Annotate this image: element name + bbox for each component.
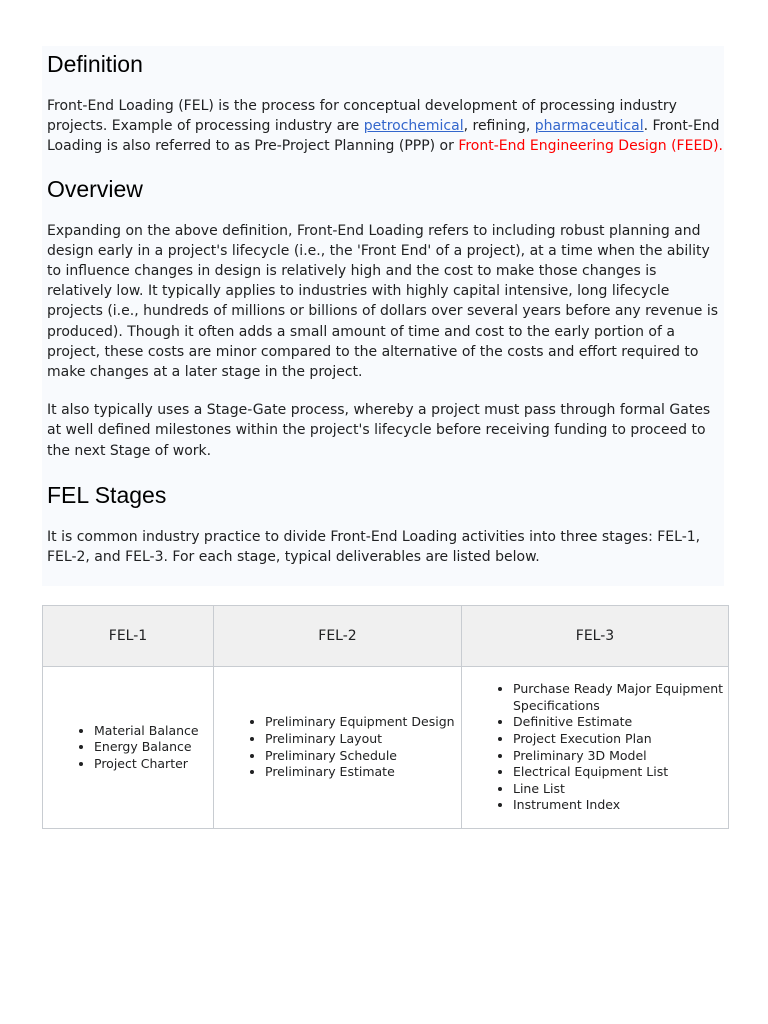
header-fel-2: FEL-2 xyxy=(214,606,462,667)
list-item: • Preliminary 3D Model xyxy=(513,748,727,765)
cell-fel-3 xyxy=(462,667,729,829)
list-item: • Project Charter xyxy=(94,756,212,773)
term-front-end-loading: Front-End Loading xyxy=(47,98,174,114)
definition-heading: Definition xyxy=(47,51,143,77)
definition-paragraph xyxy=(47,96,723,157)
list-item: • Preliminary Equipment Design xyxy=(265,714,460,731)
list-item: • Project Execution Plan xyxy=(513,731,727,748)
article-content xyxy=(47,46,723,567)
fel-3-deliverables xyxy=(463,681,727,814)
definition-text-1: (FEL) is the process for conceptual development of processing industry projects. Example of processing industry are xyxy=(47,98,677,135)
header-fel-3: FEL-3 xyxy=(462,606,729,667)
list-item: • Preliminary Estimate xyxy=(265,764,460,781)
feed-red-text: Front-End Engineering Design (FEED). xyxy=(458,138,723,155)
list-item: • Material Balance xyxy=(94,723,212,740)
fel-2-deliverables xyxy=(215,714,460,780)
list-item: • Preliminary Layout xyxy=(265,731,460,748)
list-item: • Energy Balance xyxy=(94,739,212,756)
cell-fel-2 xyxy=(214,667,462,829)
cell-fel-1 xyxy=(43,667,214,829)
overview-paragraph-1: Expanding on the above definition, Front-End Loading refers to including robust planning and design early in a project's lifecycle (i.e., the 'Front End' of a project), at a time when the ability to influence changes in design is relatively high and the cost to make those changes is relatively low. It typically applies to industries with highly capital intensive, long lifecycle projects (i.e., hundreds of millions or billions of dollars over several years before any revenue is produced). Though it often adds a small amount of time and cost to the early portion of a project, these costs are minor compared to the alternative of the costs and effort required to make changes at a later stage in the project. xyxy=(47,222,719,381)
overview-heading: Overview xyxy=(47,175,143,202)
list-item: • Preliminary Schedule xyxy=(265,748,460,765)
fel-1-deliverables xyxy=(44,723,212,773)
fel-stages-heading: FEL Stages xyxy=(47,481,167,508)
list-item: • Definitive Estimate xyxy=(513,714,727,731)
fel-stages-intro: It is common industry practice to divide Front-End Loading activities into three stages: FEL-1, FEL-2, and FEL-3. For each stage, typical deliverables are listed below. xyxy=(47,528,701,566)
list-item: • Instrument Index xyxy=(513,797,727,814)
header-fel-1: FEL-1 xyxy=(43,606,214,667)
definition-text-3: . Front-End Loading is also referred to as Pre-Project Planning (PPP) or xyxy=(47,118,720,155)
link-pharmaceutical[interactable]: pharmaceutical xyxy=(534,118,644,135)
definition-text-2: , refining, xyxy=(463,118,535,135)
link-petrochemical[interactable]: petrochemical xyxy=(363,118,464,135)
table-header-row xyxy=(43,606,729,667)
list-item: • Electrical Equipment List xyxy=(513,764,727,781)
overview-paragraph-2: It also typically uses a Stage-Gate process, whereby a project must pass through formal Gates at well defined milestones within the project's lifecycle before receiving funding to proceed to the next Stage of work. xyxy=(47,402,711,459)
fel-stages-table xyxy=(42,605,729,829)
list-item: • Purchase Ready Major Equipment Specifications xyxy=(513,681,727,714)
list-item: • Line List xyxy=(513,781,727,798)
table-row xyxy=(43,667,729,829)
